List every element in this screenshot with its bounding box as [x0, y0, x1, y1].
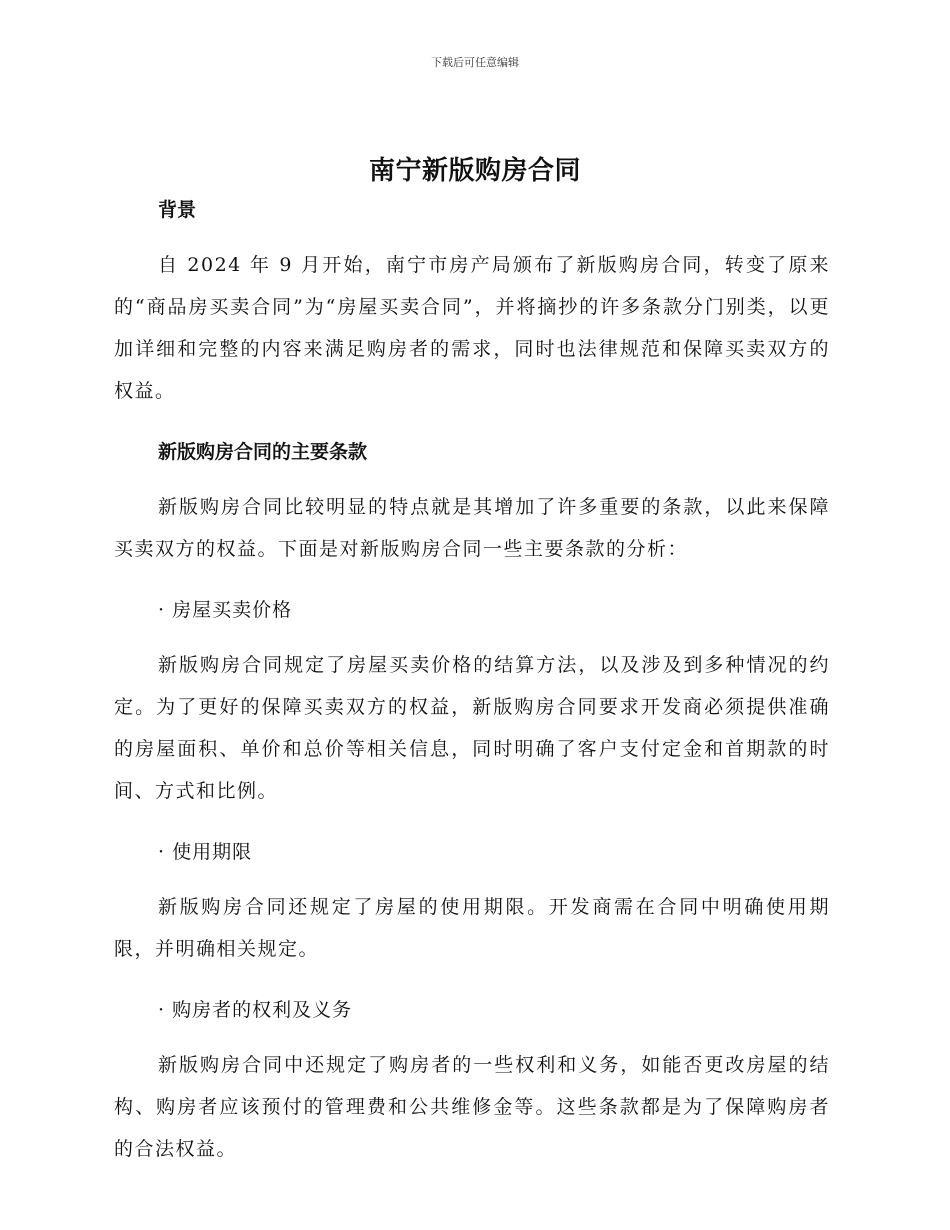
paragraph-main-terms-intro: 新版购房合同比较明显的特点就是其增加了许多重要的条款，以此来保障买卖双方的权益。下面是对新版购房合同一些主要条款的分析：: [114, 496, 830, 560]
bullet-term: · 使用期限: [158, 841, 253, 863]
document-body: [114, 196, 830, 1170]
paragraph-rights: 新版购房合同中还规定了购房者的一些权利和义务，如能否更改房屋的结构、购房者应该预付的管理费和公共维修金等。这些条款都是为了保障购房者的合法权益。: [114, 1054, 830, 1160]
section-heading-main-terms: 新版购房合同的主要条款: [158, 441, 368, 463]
paragraph-price: 新版购房合同规定了房屋买卖价格的结算方法，以及涉及到多种情况的约定。为了更好的保障买卖双方的权益，新版购房合同要求开发商必须提供准确的房屋面积、单价和总价等相关信息，同时明确了客户支付定金和首期款的时间、方式和比例。: [114, 654, 830, 802]
page-title: 南宁新版购房合同: [368, 156, 581, 186]
bullet-rights: · 购房者的权利及义务: [158, 999, 353, 1021]
bullet-price: · 房屋买卖价格: [158, 599, 293, 621]
header-note: 下载后可任意编辑: [431, 56, 519, 69]
paragraph-background: 自 2024 年 9 月开始，南宁市房产局颁布了新版购房合同，转变了原来的“商品房买卖合同”为“房屋买卖合同”，并将摘抄的许多条款分门别类，以更加详细和完整的内容来满足购房者的需求，同时也法律规范和保障买卖双方的权益。: [114, 254, 830, 402]
paragraph-term: 新版购房合同还规定了房屋的使用期限。开发商需在合同中明确使用期限，并明确相关规定。: [114, 896, 830, 960]
section-heading-background: 背景: [158, 199, 197, 221]
